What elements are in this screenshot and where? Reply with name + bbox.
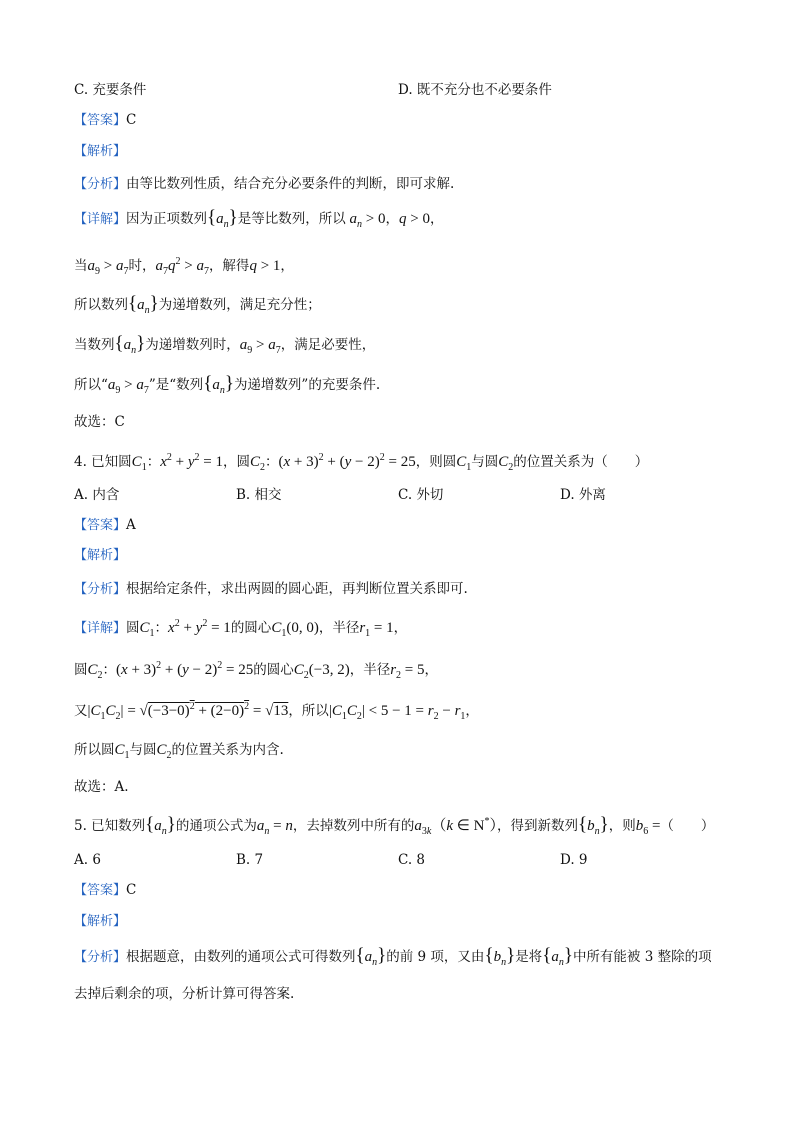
- detail-line-1: [74, 208, 443, 235]
- text-segment: 的通项公式为: [175, 818, 257, 834]
- detail-tag: 【详解】: [74, 621, 127, 636]
- math-circle-1-eq: $x^2 + y^2 = 1$: [168, 618, 231, 636]
- math-q-gt-1: q > 1: [249, 258, 281, 274]
- math-circle-2-eq: $(x + 3)^2 + (y - 2)^2 = 25$: [116, 660, 254, 678]
- text-segment: 又: [74, 703, 88, 719]
- text-segment: ，圆: [222, 454, 250, 470]
- math-distance-compare: $|C_1C_2| < 5 - 1 = r_2 - r_1$: [328, 703, 466, 722]
- math-circle-2-eq: $(x + 3)^2 + (y - 2)^2 = 25$: [278, 452, 416, 470]
- answer-value: A: [126, 517, 136, 533]
- text-segment: ，得到新数列: [496, 818, 578, 834]
- text-segment: 为递增数列，满足充分性；: [158, 297, 321, 313]
- text-segment: 根据题意，由数列的通项公式可得数列: [126, 949, 356, 965]
- math-sequence-an: $\{a_n\}$: [128, 293, 159, 316]
- text-segment: ，: [424, 662, 439, 678]
- conclusion-line: 故选：A.: [74, 779, 129, 795]
- detail-line-1: [74, 614, 407, 644]
- answer-line: [74, 880, 136, 901]
- fenxi-tag: 【分析】: [74, 177, 127, 192]
- text-segment: ：: [102, 662, 117, 678]
- conclusion-line: 故选：C: [74, 414, 125, 430]
- text-segment: 为递增数列时，: [145, 337, 240, 353]
- option-a: A. 内含: [74, 487, 120, 503]
- analysis-tag: 【解析】: [74, 548, 127, 563]
- analysis-tag: 【解析】: [74, 914, 127, 929]
- text-segment: 为递增数列”的充要条件.: [233, 377, 381, 393]
- text-segment: 与圆: [471, 454, 499, 470]
- math-a7q2-gt-a7: $a_7q^2 > a_7$: [155, 256, 209, 277]
- text-segment: 圆: [126, 620, 140, 636]
- math-c2: $C_2$: [498, 454, 514, 473]
- fenxi-line-2: 去掉后剩余的项，分析计算可得答案.: [74, 986, 295, 1002]
- text-segment: 的圆心: [230, 620, 272, 636]
- option-b: B. 7: [236, 852, 264, 868]
- option-d: D. 既不充分也不必要条件: [398, 82, 552, 98]
- text-segment: ：: [264, 454, 279, 470]
- text-segment: 的位置关系为（ ）: [513, 454, 649, 470]
- fenxi-line: [74, 579, 468, 600]
- text-segment: 所以“: [74, 377, 108, 393]
- text-segment: ，: [280, 258, 294, 274]
- detail-line-2: [74, 252, 294, 282]
- fenxi-text: 由等比数列性质，结合充分必要条件的判断，即可求解.: [126, 176, 455, 192]
- text-segment: 所以数列: [74, 297, 128, 313]
- math-center-c1: $C_1(0$, 0): [271, 620, 319, 639]
- text-segment: 是等比数列，所以: [237, 211, 346, 227]
- text-segment: ：: [146, 454, 161, 470]
- text-segment: 所以圆: [74, 742, 115, 758]
- math-circle-1-eq: $x^2 + y^2 = 1$: [160, 452, 223, 470]
- answer-line: [74, 515, 136, 536]
- fenxi-line-1: [74, 946, 712, 973]
- math-c2: $C_2$: [156, 742, 172, 761]
- fenxi-tag: 【分析】: [74, 950, 127, 965]
- fenxi-line: [74, 174, 454, 195]
- detail-line-4: [74, 334, 375, 361]
- text-segment: 5. 已知数列: [74, 818, 146, 834]
- question-5-stem: [74, 812, 714, 842]
- option-c: C. 充要条件: [74, 82, 147, 98]
- answer-tag: 【答案】: [74, 113, 127, 128]
- text-segment: ，: [385, 211, 399, 227]
- text-segment: 4. 已知圆: [74, 454, 132, 470]
- math-center-c2: $C_2(-3$, 2): [293, 662, 350, 681]
- math-r2: $r_2 = 5$: [390, 662, 425, 681]
- math-c1: $C_1$: [131, 454, 147, 473]
- option-c: C. 外切: [398, 487, 444, 503]
- answer-tag: 【答案】: [74, 883, 127, 898]
- option-b: B. 相交: [236, 487, 282, 503]
- detail-line-2: [74, 656, 438, 686]
- detail-line-5: [74, 374, 380, 401]
- math-an-eq-n: $a_n = n$: [256, 818, 293, 837]
- math-sequence-an: $\{a_n\}$: [355, 945, 387, 968]
- math-c1: $C_1$: [456, 454, 472, 473]
- text-segment: 的前 9 项，又由: [386, 949, 485, 965]
- math-a3k: $a_{3k}(k$ ∈ N*）: [414, 816, 497, 837]
- text-segment: ，半径: [318, 620, 360, 636]
- text-segment: 中所有能被 3 整除的项: [572, 949, 712, 965]
- detail-line-3: [74, 697, 479, 727]
- text-segment: ，解得: [208, 258, 250, 274]
- text-segment: ：: [154, 620, 169, 636]
- text-segment: ，则圆: [415, 454, 457, 470]
- math-sequence-bn: $\{b_n\}$: [577, 814, 609, 837]
- text-segment: （ ）: [660, 818, 715, 834]
- text-segment: ，则: [608, 818, 636, 834]
- text-segment: ，满足必要性，: [280, 337, 376, 353]
- text-segment: 当数列: [74, 337, 115, 353]
- math-sequence-an: $\{a_n\}$: [542, 945, 573, 968]
- fenxi-tag: 【分析】: [74, 582, 127, 597]
- text-segment: ，所以: [288, 703, 329, 719]
- math-c2: $C_2$: [87, 662, 103, 681]
- detail-tag: 【详解】: [74, 212, 127, 227]
- answer-line: [74, 110, 136, 131]
- text-segment: 与圆: [129, 742, 157, 758]
- answer-value: C: [126, 882, 137, 898]
- math-a9-gt-a7: $a_9 > a_7$: [239, 337, 281, 356]
- text-segment: 当: [74, 258, 88, 274]
- math-sequence-an: $\{a_n\}$: [145, 814, 176, 837]
- answer-value: C: [126, 112, 137, 128]
- text-segment: ，半径: [349, 662, 391, 678]
- math-c1: $C_1$: [139, 620, 155, 639]
- text-segment: ，去掉数列中所有的: [292, 818, 415, 834]
- option-a: A. 6: [74, 852, 101, 868]
- question-4-stem: [74, 448, 648, 478]
- text-segment: ，: [393, 620, 408, 636]
- math-q-positive: q > 0: [398, 211, 430, 227]
- math-sequence-an: $\{a_n\}$: [207, 207, 238, 230]
- math-r1: $r_1 = 1$: [359, 620, 394, 639]
- detail-line-4: [74, 740, 284, 766]
- option-d: D. 9: [560, 852, 588, 868]
- math-sequence-bn: $\{b_n\}$: [484, 945, 516, 968]
- math-c1: $C_1$: [114, 742, 130, 761]
- text-segment: 时，: [128, 258, 156, 274]
- math-c2: $C_2$: [249, 454, 265, 473]
- math-an-positive: $a_n > 0$: [349, 211, 386, 230]
- text-segment: 因为正项数列: [126, 211, 208, 227]
- option-c: C. 8: [398, 852, 426, 868]
- text-segment: ”是“数列: [148, 377, 204, 393]
- math-b6: $b_6$ =: [635, 818, 661, 837]
- text-segment: 的位置关系为内含.: [171, 742, 284, 758]
- text-segment: ，: [465, 703, 479, 719]
- detail-line-3: [74, 294, 321, 321]
- math-a9-gt-a7: $a_9 > a_7$: [107, 377, 149, 396]
- option-d: D. 外离: [560, 487, 606, 503]
- math-distance: $|C_1C_2| = √(-3-0)^2 + (2-0)^2 = √13$: [87, 701, 289, 722]
- math-sequence-an: $\{a_n\}$: [203, 373, 234, 396]
- text-segment: ，: [429, 211, 444, 227]
- math-sequence-an: $\{a_n\}$: [114, 333, 146, 356]
- math-a9-gt-a7: $a_9 > a_7$: [87, 258, 129, 277]
- text-segment: 的圆心: [253, 662, 294, 678]
- answer-tag: 【答案】: [74, 518, 127, 533]
- text-segment: 圆: [74, 662, 88, 678]
- text-segment: 是将: [515, 949, 543, 965]
- analysis-tag: 【解析】: [74, 144, 127, 159]
- fenxi-text: 根据给定条件，求出两圆的圆心距，再判断位置关系即可.: [126, 581, 468, 597]
